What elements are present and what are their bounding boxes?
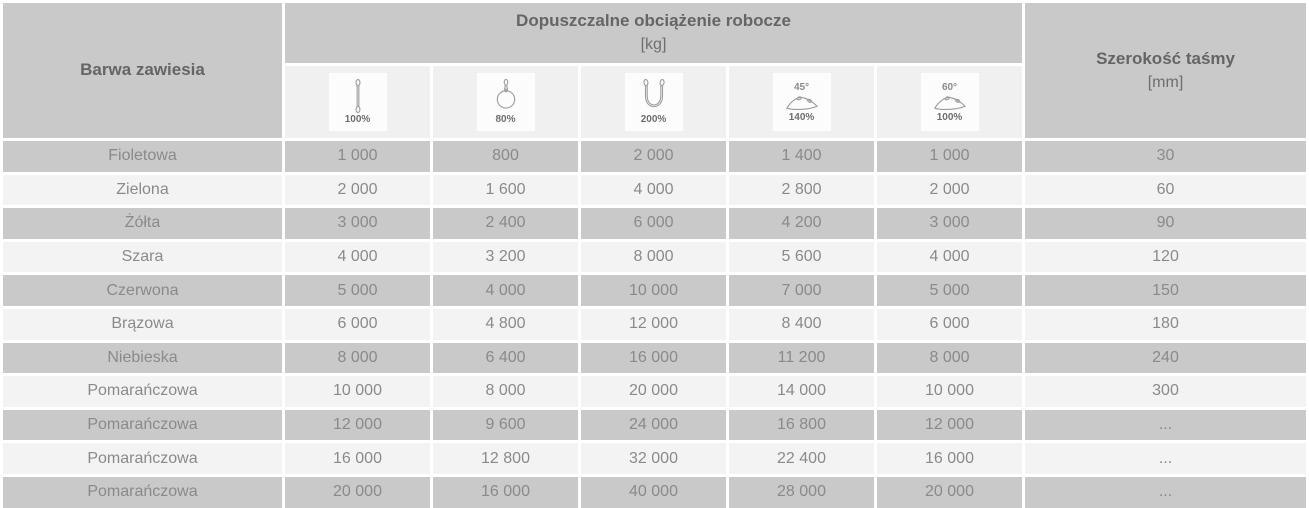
- load-value-cell: 4 000: [877, 242, 1022, 273]
- sling-color-cell: Zielona: [3, 175, 282, 206]
- table-row: [3, 443, 1306, 474]
- load-value-cell: 16 000: [581, 343, 726, 374]
- load-value-cell: 1 000: [285, 141, 430, 172]
- load-value-cell: 4 000: [433, 275, 578, 306]
- table-row: [3, 477, 1306, 508]
- width-value-cell: 300: [1025, 376, 1306, 407]
- column-header-working-load: [285, 3, 1022, 63]
- load-value-cell: 22 400: [729, 443, 874, 474]
- load-value-cell: 800: [433, 141, 578, 172]
- load-value-cell: 20 000: [581, 376, 726, 407]
- hitch-factor-label: 200%: [640, 114, 667, 125]
- load-value-cell: 2 000: [285, 175, 430, 206]
- load-value-cell: 10 000: [581, 275, 726, 306]
- load-value-cell: 8 000: [285, 343, 430, 374]
- load-value-cell: 1 600: [433, 175, 578, 206]
- load-value-cell: 3 200: [433, 242, 578, 273]
- load-value-cell: 4 000: [581, 175, 726, 206]
- load-value-cell: 2 000: [581, 141, 726, 172]
- load-value-cell: 11 200: [729, 343, 874, 374]
- hitch-factor-label: 100%: [936, 111, 963, 123]
- sling-color-cell: Fioletowa: [3, 141, 282, 172]
- table-row: [3, 175, 1306, 206]
- load-value-cell: 8 000: [581, 242, 726, 273]
- load-value-cell: 2 400: [433, 208, 578, 239]
- width-value-cell: 120: [1025, 242, 1306, 273]
- width-value-cell: ...: [1025, 477, 1306, 508]
- table-header: [3, 3, 1306, 138]
- width-value-cell: 60: [1025, 175, 1306, 206]
- width-value-cell: 180: [1025, 309, 1306, 340]
- load-value-cell: 5 600: [729, 242, 874, 273]
- load-value-cell: 10 000: [877, 376, 1022, 407]
- load-value-cell: 20 000: [877, 477, 1022, 508]
- load-value-cell: 9 600: [433, 410, 578, 441]
- load-value-cell: 10 000: [285, 376, 430, 407]
- load-value-cell: 16 000: [285, 443, 430, 474]
- header-row-main: [3, 3, 1306, 63]
- load-value-cell: 2 000: [877, 175, 1022, 206]
- load-value-cell: 16 800: [729, 410, 874, 441]
- belt-width-header-unit: [mm]: [1147, 73, 1184, 91]
- sling-color-cell: Pomarańczowa: [3, 477, 282, 508]
- basket-45deg-icon: [783, 94, 821, 111]
- table-row: [3, 410, 1306, 441]
- load-value-cell: 12 000: [581, 309, 726, 340]
- sling-color-cell: Niebieska: [3, 343, 282, 374]
- load-value-cell: 8 400: [729, 309, 874, 340]
- basket-60deg-icon: [931, 94, 969, 111]
- sling-color-cell: Żółta: [3, 208, 282, 239]
- table-row: [3, 309, 1306, 340]
- working-load-header-label: Dopuszczalne obciążenie robocze: [516, 11, 791, 31]
- hitch-factor-label: 140%: [788, 111, 815, 123]
- table-row: [3, 343, 1306, 374]
- load-value-cell: 14 000: [729, 376, 874, 407]
- load-value-cell: 16 000: [433, 477, 578, 508]
- load-value-cell: 8 000: [433, 376, 578, 407]
- load-value-cell: 6 000: [581, 208, 726, 239]
- load-value-cell: 4 000: [285, 242, 430, 273]
- load-value-cell: 4 800: [433, 309, 578, 340]
- sling-color-cell: Pomarańczowa: [3, 376, 282, 407]
- load-value-cell: 3 000: [877, 208, 1022, 239]
- load-value-cell: 12 000: [285, 410, 430, 441]
- hitch-column-basket-45deg: [729, 66, 874, 138]
- load-value-cell: 2 800: [729, 175, 874, 206]
- table-row: [3, 275, 1306, 306]
- basket-hitch-icon: [638, 79, 670, 113]
- load-value-cell: 40 000: [581, 477, 726, 508]
- sling-color-cell: Szara: [3, 242, 282, 273]
- table-row: [3, 242, 1306, 273]
- load-value-cell: 6 000: [285, 309, 430, 340]
- load-value-cell: 6 400: [433, 343, 578, 374]
- hitch-factor-label: 100%: [344, 114, 371, 125]
- load-value-cell: 6 000: [877, 309, 1022, 340]
- table-row: [3, 376, 1306, 407]
- load-value-cell: 24 000: [581, 410, 726, 441]
- sling-color-cell: Pomarańczowa: [3, 443, 282, 474]
- hitch-angle-label: 60°: [941, 81, 958, 93]
- sling-color-header-label: Barwa zawiesia: [80, 60, 205, 80]
- straight-sling-icon: [347, 79, 369, 113]
- width-value-cell: 240: [1025, 343, 1306, 374]
- width-value-cell: 30: [1025, 141, 1306, 172]
- table-body: [3, 141, 1306, 508]
- width-value-cell: 150: [1025, 275, 1306, 306]
- load-value-cell: 12 800: [433, 443, 578, 474]
- choke-hitch-icon: [493, 79, 519, 113]
- hitch-factor-label: 80%: [495, 114, 516, 125]
- load-value-cell: 4 200: [729, 208, 874, 239]
- load-value-cell: 3 000: [285, 208, 430, 239]
- table-row: [3, 208, 1306, 239]
- load-value-cell: 1 000: [877, 141, 1022, 172]
- hitch-column-basket: [581, 66, 726, 138]
- load-value-cell: 8 000: [877, 343, 1022, 374]
- load-value-cell: 16 000: [877, 443, 1022, 474]
- column-header-belt-width: [1025, 3, 1306, 138]
- load-value-cell: 12 000: [877, 410, 1022, 441]
- working-load-header-unit: [kg]: [640, 36, 667, 54]
- load-value-cell: 20 000: [285, 477, 430, 508]
- load-value-cell: 1 400: [729, 141, 874, 172]
- width-value-cell: 90: [1025, 208, 1306, 239]
- column-header-sling-color: [3, 3, 282, 138]
- sling-color-cell: Pomarańczowa: [3, 410, 282, 441]
- sling-color-cell: Czerwona: [3, 275, 282, 306]
- load-value-cell: 32 000: [581, 443, 726, 474]
- load-value-cell: 28 000: [729, 477, 874, 508]
- hitch-column-straight: [285, 66, 430, 138]
- sling-color-cell: Brązowa: [3, 309, 282, 340]
- width-value-cell: ...: [1025, 443, 1306, 474]
- width-value-cell: ...: [1025, 410, 1306, 441]
- load-value-cell: 7 000: [729, 275, 874, 306]
- load-value-cell: 5 000: [285, 275, 430, 306]
- hitch-column-choke: [433, 66, 578, 138]
- hitch-column-basket-60deg: [877, 66, 1022, 138]
- belt-width-header-label: Szerokość taśmy: [1096, 48, 1235, 68]
- table-row: [3, 141, 1306, 172]
- hitch-angle-label: 45°: [793, 81, 810, 93]
- load-value-cell: 5 000: [877, 275, 1022, 306]
